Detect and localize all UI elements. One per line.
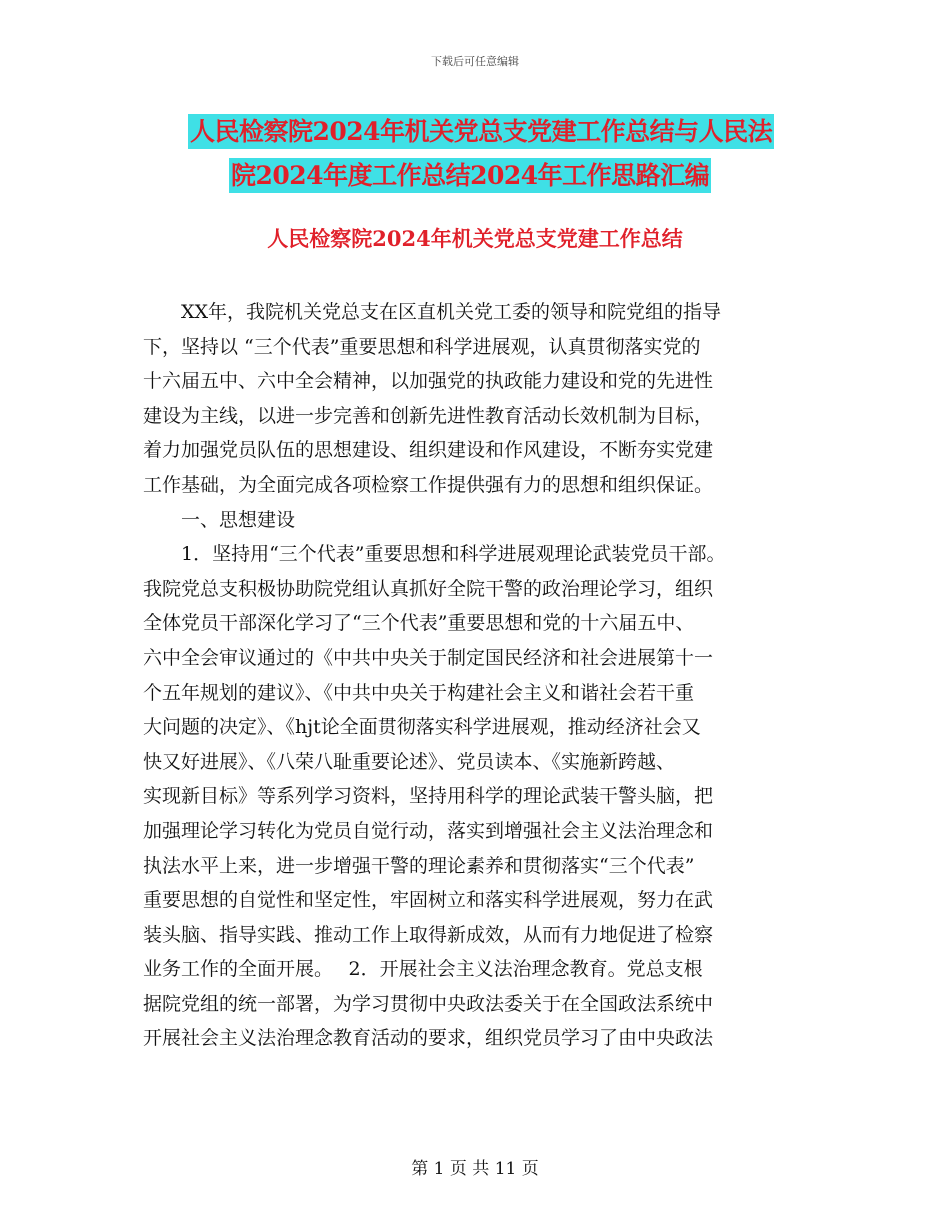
body-line: 全体党员干部深化学习了“三个代表”重要思想和党的十六届五中、 [143,612,695,635]
body-line: 建设为主线，以进一步完善和创新先进性教育活动长效机制为目标， [143,404,714,427]
body-line: 大问题的决定》、《hjt论全面贯彻落实科学进展观，推动经济社会又 [143,716,701,739]
body-line: 着力加强党员队伍的思想建设、组织建设和作风建设，不断夯实党建 [143,439,714,462]
page-number-footer: 第 1 页 共 11 页 [411,1159,539,1179]
body-line: 装头脑、指导实践、推动工作上取得新成效，从而有力地促进了检察 [143,923,714,946]
page-header-note: 下载后可任意编辑 [431,55,519,68]
body-line: 加强理论学习转化为党员自觉行动，落实到增强社会主义法治理念和 [143,819,714,842]
document-title-line-2: 院2024年度工作总结2024年工作思路汇编 [229,156,711,192]
body-line: 实现新目标》等系列学习资料，坚持用科学的理论武装干警头脑，把 [143,785,714,808]
body-text [143,295,726,1056]
body-line: 六中全会审议通过的《中共中央关于制定国民经济和社会进展第十一 [143,646,714,669]
body-line: 1．坚持用“三个代表”重要思想和科学进展观理论武装党员干部。 [181,543,726,566]
body-line: 我院党总支积极协助院党组认真抓好全院干警的政治理论学习，组织 [143,577,714,600]
body-line: 业务工作的全面开展。 2．开展社会主义法治理念教育。党总支根 [143,958,703,981]
section-title: 人民检察院2024年机关党总支党建工作总结 [267,226,683,251]
body-line: 据院党组的统一部署，为学习贯彻中央政法委关于在全国政法系统中 [143,992,714,1015]
body-line: 开展社会主义法治理念教育活动的要求，组织党员学习了由中央政法 [143,1027,714,1050]
body-line: 下，坚持以 “三个代表”重要思想和科学进展观，认真贯彻落实党的 [143,335,701,358]
body-line: 快又好进展》、《八荣八耻重要论述》、党员读本、《实施新跨越、 [143,750,676,773]
body-line: 十六届五中、六中全会精神，以加强党的执政能力建设和党的先进性 [143,370,714,393]
body-line: 执法水平上来，进一步增强干警的理论素养和贯彻落实“三个代表” [143,854,695,877]
body-line: 重要思想的自觉性和坚定性，牢固树立和落实科学进展观，努力在武 [143,889,714,912]
document-title-line-1: 人民检察院2024年机关党总支党建工作总结与人民法 [188,112,774,148]
body-line: 工作基础，为全面完成各项检察工作提供强有力的思想和组织保证。 [143,473,714,496]
body-line: 个五年规划的建议》、《中共中央关于构建社会主义和谐社会若干重 [143,681,695,704]
body-line: XX年，我院机关党总支在区直机关党工委的领导和院党组的指导 [181,301,722,323]
subsection-heading: 一、思想建设 [181,508,296,531]
